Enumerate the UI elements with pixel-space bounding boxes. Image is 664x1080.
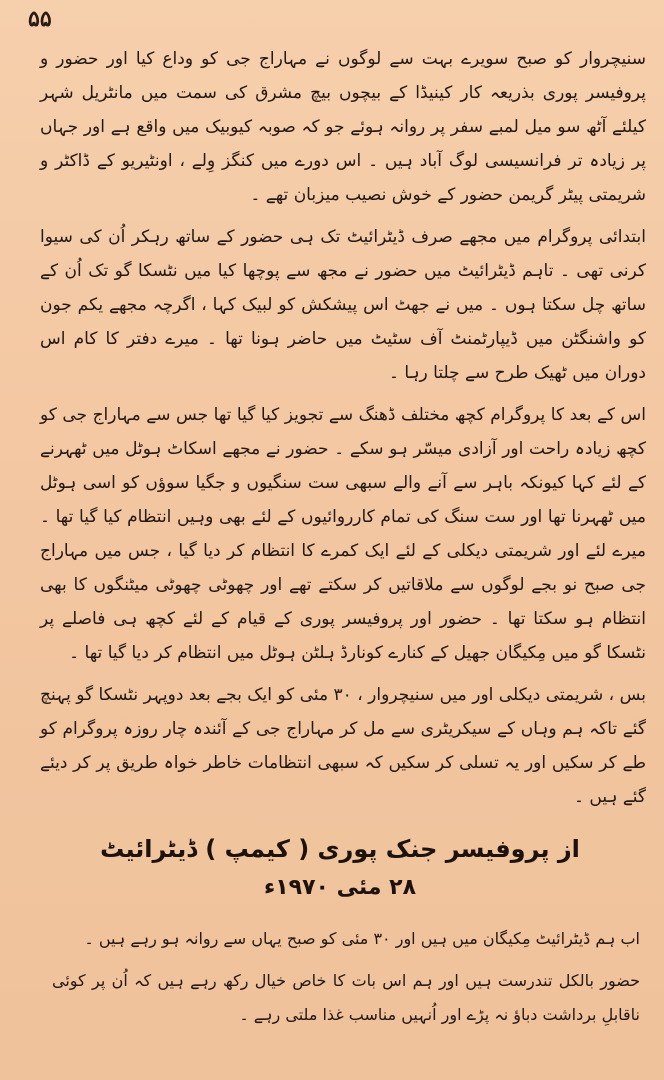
paragraph-4: بس ، شریمتی دیکلی اور میں سنیچروار ، ۳۰ مئی کو ایک بجے بعد دوپہر نٹسکا گو پہنچ گئے تاکہ ہم وہاں کے سیکریٹری سے مل کر مہاراج جی کے آئندہ چار روزہ پروگرام کو طے کر سکیں اور یہ تسلی کر سکیں کہ سبھی انتظامات خاطر خواہ طریق پر کر دیئے گئے ہیں ۔ (40, 685, 646, 807)
page-number: ۵۵ (28, 6, 52, 32)
letter-body (52, 922, 640, 1040)
paragraph-1: سنیچروار کو صبح سویرے بہت سے لوگوں نے مہاراج جی کو وداع کیا اور حضور و پروفیسر پوری بذریعہ کار کینیڈا کے بیچوں بیچ مشرق کی سمت میں مانٹریل شہر کیلئے آٹھ سو میل لمبے سفر پر روانہ ہوئے جو کہ صوبہ کیوبیک میں واقع ہے اور جہاں پر زیادہ تر فرانسیسی لوگ آباد ہیں ۔ اس دورے میں کنگز وِلے ، اونٹیریو کے ڈاکٹر و شریمتی پیٹر گریمن حضور کے خوش نصیب میزبان تھے ۔ (40, 49, 646, 205)
letter-paragraph-1: اب ہم ڈیٹرائیٹ مِکیگان میں ہیں اور ۳۰ مئی کو صبح یہاں سے روانہ ہو رہے ہیں ۔ (84, 929, 640, 948)
letter-paragraph-2: حضور بالکل تندرست ہیں اور ہم اس بات کا خاص خیال رکھ رہے ہیں کہ اُن پر کوئی ناقابلِ برداشت دباؤ نہ پڑے اور اُنہیں مناسب غذا ملتی رہے ۔ (52, 971, 640, 1024)
section-heading: از پروفیسر جنک پوری ( کیمپ ) ڈیٹرائیٹ (100, 835, 580, 863)
paragraph-3: اس کے بعد کا پروگرام کچھ مختلف ڈھنگ سے تجویز کیا گیا تھا جس سے مہاراج جی کو کچھ زیادہ راحت اور آزادی میسّر ہو سکے ۔ حضور نے مجھے اسکاٹ ہوٹل میں ٹھہرنے کے لئے کہا کیونکہ باہر سے آنے والے سبھی ست سنگیوں و جگیا سوؤں کو اسی ہوٹل میں ٹھہرنا تھا اور ست سنگ کی تمام کارروائیوں کے لئے بھی وہیں انتظام کیا گیا تھا ۔ میرے لئے اور شریمتی دیکلی کے لئے ایک کمرے کا انتظام کر دیا گیا ، جس میں مہاراج جی صبح نو بجے لوگوں سے ملاقاتیں کر سکتے تھے اور چھوٹی چھوٹی میٹنگوں کا بھی انتظام ہو سکتا تھا ۔ حضور اور پروفیسر پوری کے قیام کے لئے کچھ ہی فاصلے پر نٹسکا گو میں مِکیگان جھیل کے کنارے کونارڈ ہلٹن ہوٹل میں انتظام کر دیا گیا تھا ۔ (40, 405, 646, 663)
body-text (40, 42, 646, 822)
paragraph-2: ابتدائی پروگرام میں مجھے صرف ڈیٹرائیٹ تک ہی حضور کے ساتھ رہکر اُن کی سیوا کرنی تھی ۔ تاہم ڈیٹرائیٹ میں حضور نے مجھ سے پوچھا کیا میں نٹسکا گو تک اُن کے ساتھ چل سکتا ہوں ۔ میں نے جھٹ اس پیشکش کو لبیک کہا ، اگرچہ مجھے یکم جون کو واشنگٹن میں ڈیپارٹمنٹ آف سٹیٹ میں حاضر ہونا تھا ۔ میرے دفتر کا کام اس دوران میں ٹھیک طرح سے چلتا رہا ۔ (40, 227, 646, 383)
section-date: ۲۸ مئی ۱۹۷۰ء (263, 875, 416, 900)
